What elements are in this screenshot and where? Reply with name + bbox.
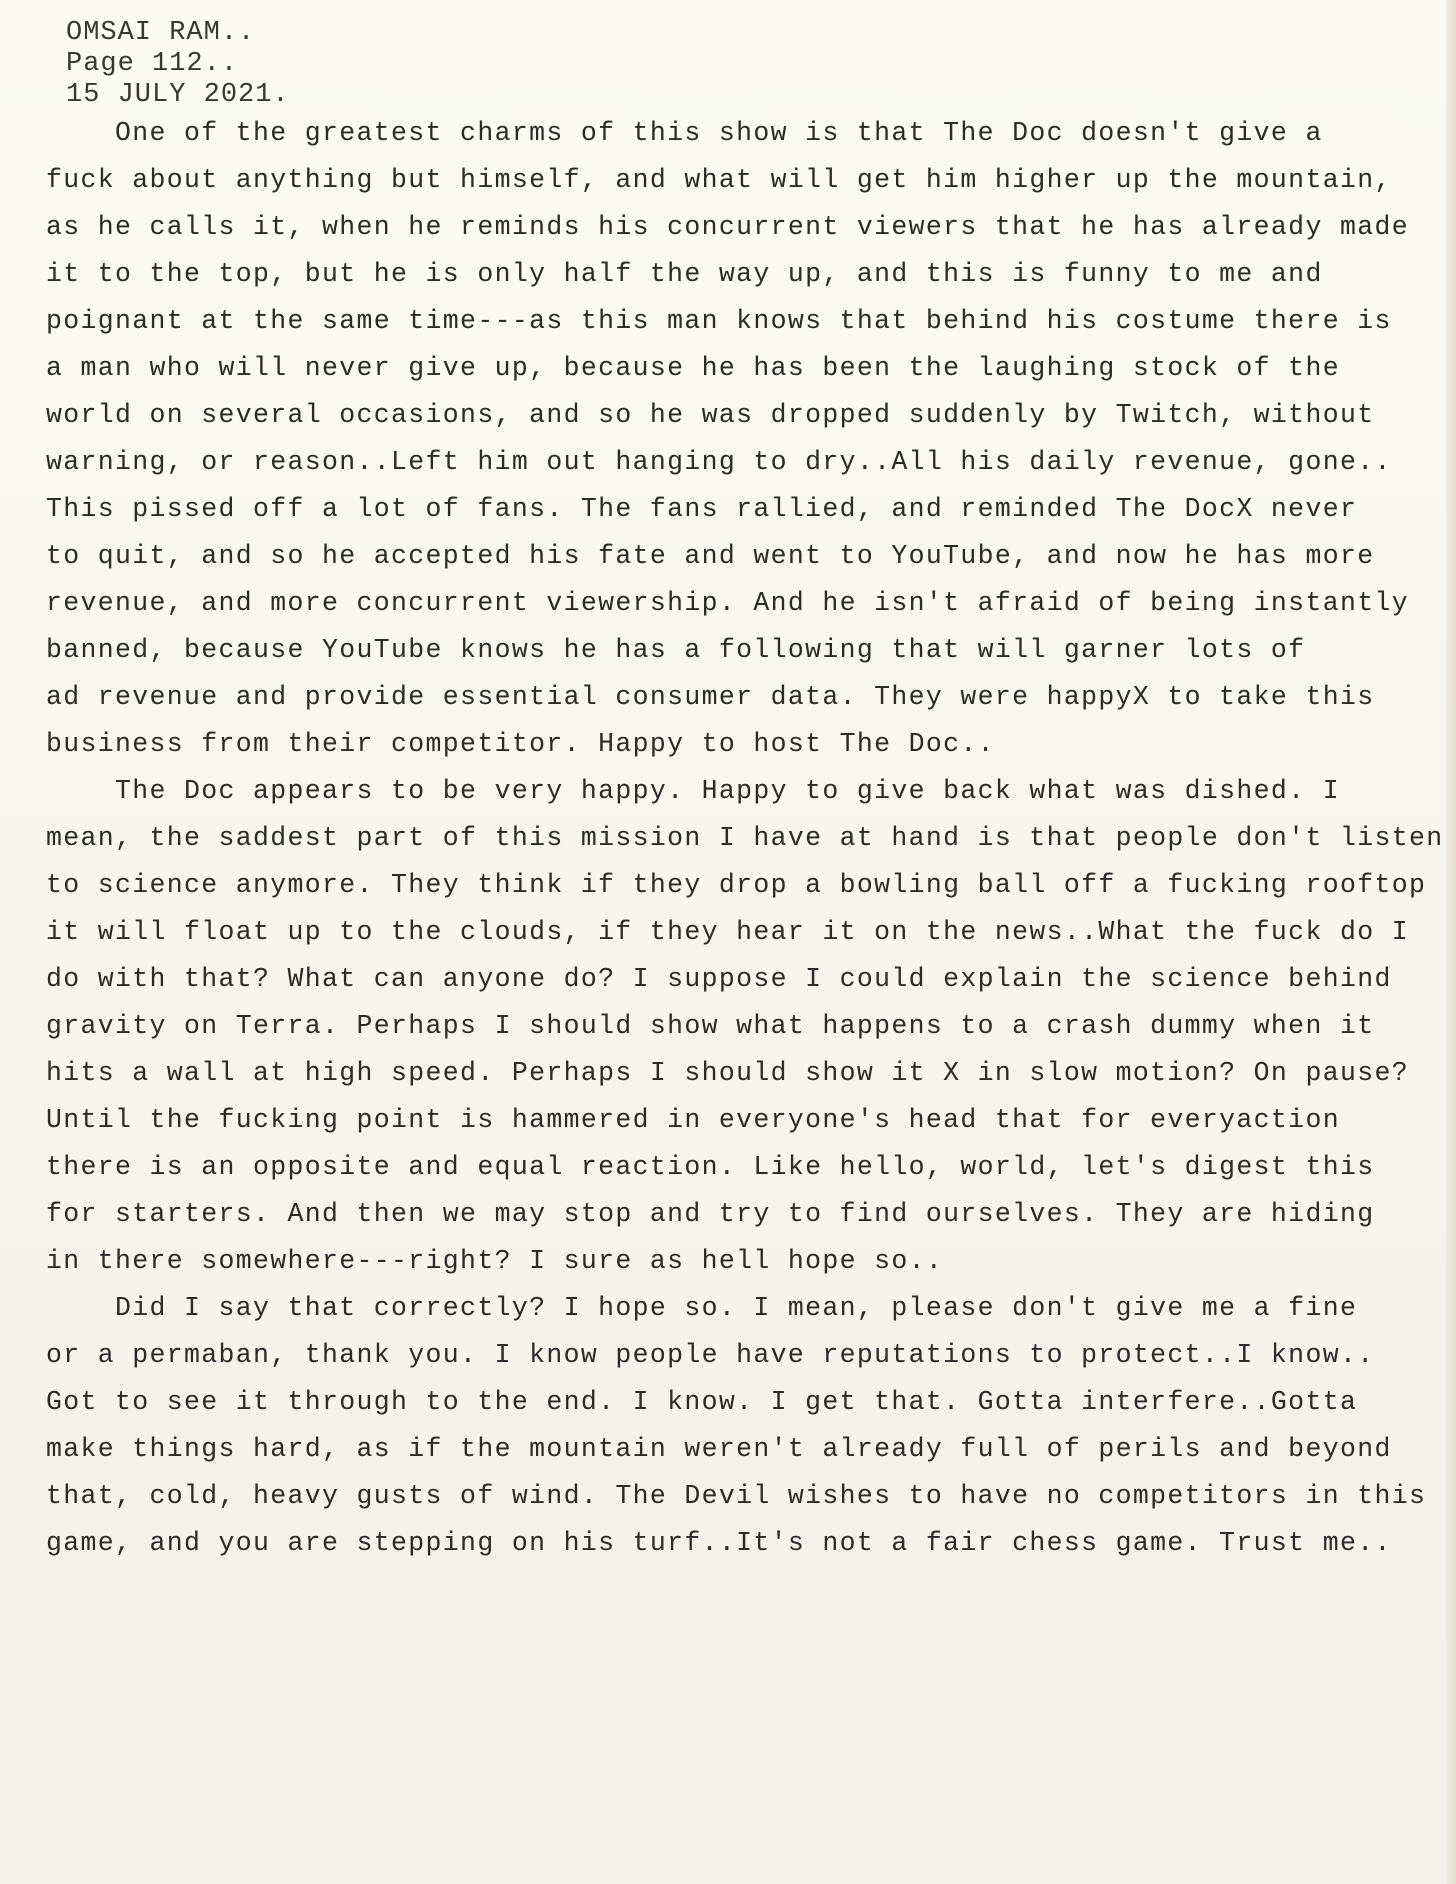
header-date: 15 JULY 2021. [66,80,290,110]
header-title: OMSAI RAM.. [66,18,256,48]
text-line: world on several occasions, and so he was dropped suddenly by Twitch, without [46,400,1375,430]
text-line: Did I say that correctly? I hope so. I mean, please don't give me a fine [46,1293,1358,1323]
text-line: Got to see it through to the end. I know. I get that. Gotta interfere..Gotta [46,1387,1358,1417]
text-line: banned, because YouTube knows he has a following that will garner lots of [46,635,1306,665]
text-line: there is an opposite and equal reaction. Like hello, world, let's digest this [46,1152,1375,1182]
text-line: it to the top, but he is only half the way up, and this is funny to me and [46,259,1323,289]
text-line: The Doc appears to be very happy. Happy to give back what was dished. I [46,776,1340,806]
text-line: for starters. And then we may stop and try to find ourselves. They are hiding [46,1199,1375,1229]
text-line: as he calls it, when he reminds his concurrent viewers that he has already made [46,212,1409,242]
text-line: to quit, and so he accepted his fate and went to YouTube, and now he has more [46,541,1375,571]
text-line: that, cold, heavy gusts of wind. The Devil wishes to have no competitors in this [46,1481,1427,1511]
text-line: hits a wall at high speed. Perhaps I should show it X in slow motion? On pause? [46,1058,1409,1088]
text-line: gravity on Terra. Perhaps I should show what happens to a crash dummy when it [46,1011,1375,1041]
text-line: it will float up to the clouds, if they hear it on the news..What the fuck do I [46,917,1409,947]
text-line: poignant at the same time---as this man knows that behind his costume there is [46,306,1392,336]
text-line: mean, the saddest part of this mission I have at hand is that people don't listen [46,823,1444,853]
text-line: to science anymore. They think if they drop a bowling ball off a fucking rooftop [46,870,1427,900]
page-header [66,18,290,111]
text-line: This pissed off a lot of fans. The fans rallied, and reminded The DocX never [46,494,1358,524]
text-line: revenue, and more concurrent viewership. And he isn't afraid of being instantly [46,588,1409,618]
header-page-number: Page 112.. [66,49,239,79]
text-line: or a permaban, thank you. I know people have reputations to protect..I know.. [46,1340,1375,1370]
text-line: a man who will never give up, because he has been the laughing stock of the [46,353,1340,383]
text-line: One of the greatest charms of this show is that The Doc doesn't give a [46,118,1323,148]
text-line: make things hard, as if the mountain weren't already full of perils and beyond [46,1434,1392,1464]
paper-edge [1446,0,1456,1884]
text-line: warning, or reason..Left him out hanging to dry..All his daily revenue, gone.. [46,447,1392,477]
text-line: Until the fucking point is hammered in everyone's head that for everyaction [46,1105,1340,1135]
text-line: business from their competitor. Happy to host The Doc.. [46,729,995,759]
text-line: ad revenue and provide essential consumer data. They were happyX to take this [46,682,1375,712]
text-line: fuck about anything but himself, and what will get him higher up the mountain, [46,165,1392,195]
text-line: game, and you are stepping on his turf..It's not a fair chess game. Trust me.. [46,1528,1392,1558]
text-line: in there somewhere---right? I sure as hell hope so.. [46,1246,944,1276]
text-line: do with that? What can anyone do? I suppose I could explain the science behind [46,964,1392,994]
